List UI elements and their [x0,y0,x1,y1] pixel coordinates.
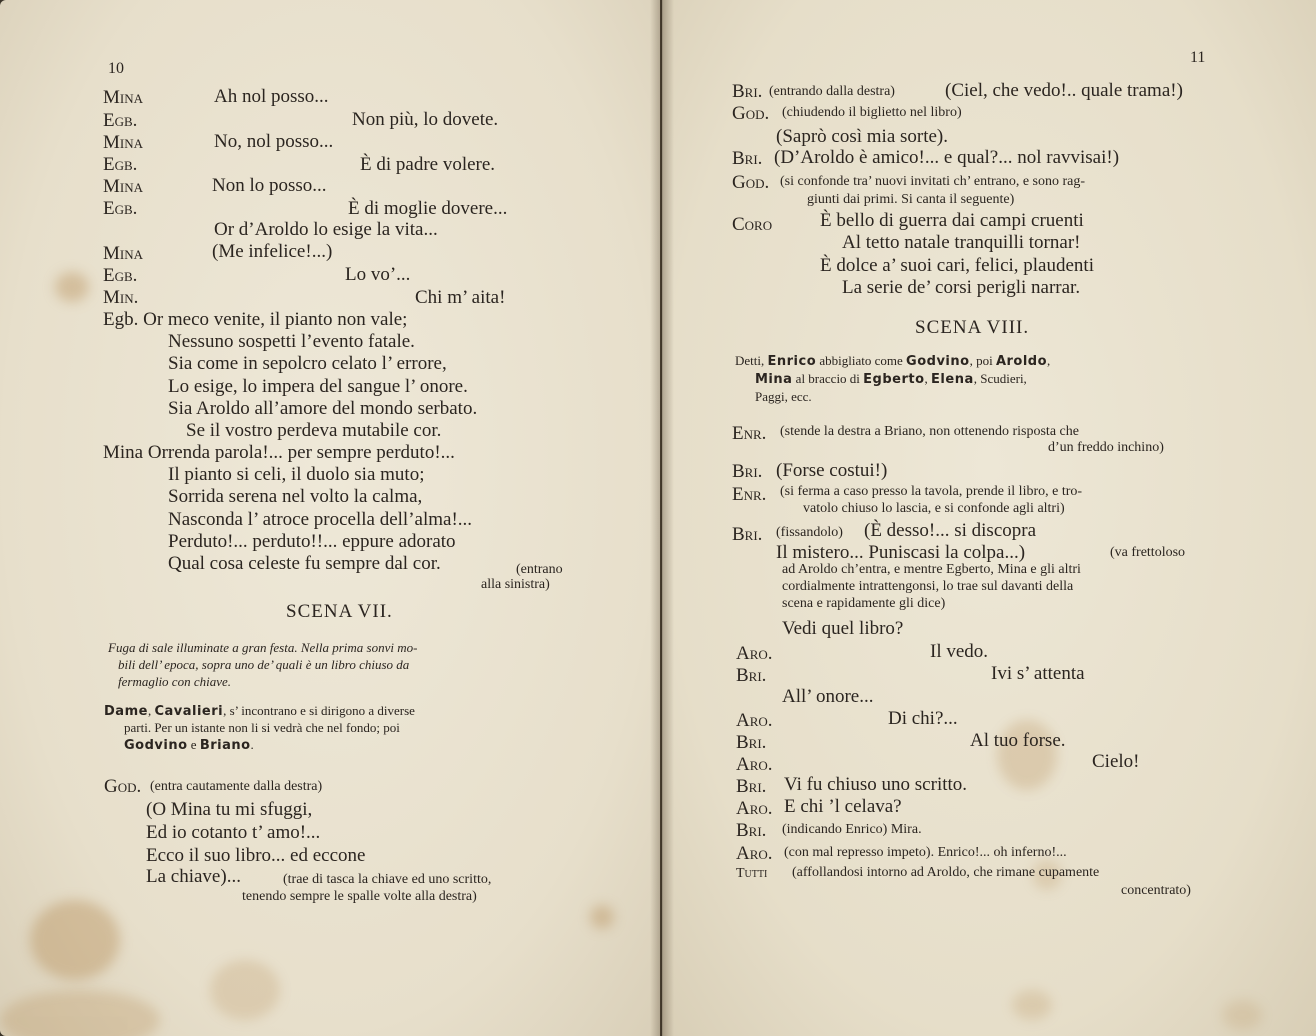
speaker: Egb. [103,265,138,286]
scene-description: bili dell’ epoca, sopra uno de’ quali è un libro chiuso da [118,657,410,672]
verse-line: (Saprò così mia sorte). [776,126,949,147]
verse-line: E chi ’l celava? [784,796,902,817]
stage-direction: alla sinistra) [481,577,550,592]
verse-line: La serie de’ corsi perigli narrar. [842,277,1081,298]
speaker: Tutti [736,866,768,881]
stage-direction: (stende la destra a Briano, non ottenendo risposta che [780,424,1079,439]
verse-line: Cielo! [1092,751,1140,772]
speaker: Bri. [736,732,767,753]
verse-line: (con mal represso impeto). Enrico!... oh inferno!... [784,845,1067,860]
stage-direction: (va frettoloso [1110,545,1186,560]
verse-line: Il vedo. [930,641,989,662]
verse-line: Ah nol posso... [214,86,329,107]
stage-direction: giunti dai primi. Si canta il seguente) [807,192,1015,207]
verse-line: (indicando Enrico) Mira. [782,822,922,837]
verse-line: Sorrida serena nel volto la calma, [168,486,423,507]
verse-line: È bello di guerra dai campi cruenti [820,210,1084,231]
verse-line: (Forse costui!) [776,460,888,481]
verse-line: Sia come in sepolcro celato l’ errore, [168,353,447,374]
cast-line: parti. Per un istante non li si vedrà che nel fondo; poi [124,720,400,735]
scene-title: SCENA VII. [286,601,393,622]
speaker: Aro. [736,643,773,664]
verse-line: Nessuno sospetti l’evento fatale. [168,331,415,352]
verse-line: No, nol posso... [214,131,334,152]
speaker: Coro [732,214,773,235]
speaker: Aro. [736,798,773,819]
cast-line: Detti, Enrico abbigliato come Godvino, poi Aroldo, [735,353,1051,369]
verse-line: (È desso!... si discopra [864,520,1037,541]
stage-direction: tenendo sempre le spalle volte alla destra) [242,889,477,904]
stage-direction: (entrano [516,562,563,577]
verse-line: Egb. Or meco venite, il pianto non vale; [103,309,408,330]
stage-direction: (affollandosi intorno ad Aroldo, che rimane cupamente [792,865,1100,880]
stage-direction: (chiudendo il biglietto nel libro) [782,105,962,120]
speaker: Bri. [732,148,763,169]
verse-line: La chiave)... [146,866,241,887]
stage-direction: concentrato) [1121,883,1191,898]
verse-line: È di moglie dovere... [348,198,508,219]
page-number: 11 [1190,49,1206,66]
stage-direction: (fissandolo) [776,525,843,540]
book-gutter [650,0,674,1036]
cast-line: Mina al braccio di Egberto, Elena, Scudieri, [755,371,1027,387]
verse-line: Nasconda l’ atroce procella dell’alma!... [168,509,473,530]
verse-line: All’ onore... [782,686,874,707]
verse-line: Or d’Aroldo lo esige la vita... [214,219,438,240]
speaker: Bri. [732,461,763,482]
stage-direction: (entra cautamente dalla destra) [150,779,323,794]
verse-line: Il pianto si celi, il duolo sia muto; [168,464,425,485]
verse-line: Al tuo forse. [970,730,1066,751]
verse-line: Ivi s’ attenta [991,663,1085,684]
speaker: Enr. [732,484,767,505]
speaker: God. [104,776,142,797]
verse-line: Qual cosa celeste fu sempre dal cor. [168,553,441,574]
verse-line: Lo vo’... [345,264,411,285]
scene-description: Fuga di sale illuminate a gran festa. Nella prima sonvi mo- [108,640,418,655]
verse-line: Vedi quel libro? [782,618,904,639]
stage-direction: (si confonde tra’ nuovi invitati ch’ entrano, e sono rag- [780,174,1086,189]
speaker: God. [732,172,770,193]
verse-line: Perduto!... perduto!!... eppure adorato [168,531,456,552]
speaker: Aro. [736,710,773,731]
speaker: Min. [103,287,139,308]
scene-title: SCENA VIII. [915,317,1030,338]
verse-line: Vi fu chiuso uno scritto. [784,774,968,795]
verse-line: (D’Aroldo è amico!... e qual?... nol ravvisai!) [774,147,1120,168]
speaker: Egb. [103,198,138,219]
page-number: 10 [108,60,124,77]
speaker: Mina [103,176,143,197]
stage-direction: cordialmente intrattengonsi, lo trae sul davanti della [782,579,1074,594]
speaker: Bri. [736,665,767,686]
verse-line: Al tetto natale tranquilli tornar! [842,232,1081,253]
verse-line: Lo esige, lo impera del sangue l’ onore. [168,376,468,397]
verse-line: Non lo posso... [212,175,327,196]
speaker: Mina [103,243,143,264]
verse-line: Non più, lo dovete. [352,109,499,130]
stage-direction: d’un freddo inchino) [1048,440,1164,455]
verse-line: (Me infelice!...) [212,241,333,262]
verse-line: Mina Orrenda parola!... per sempre perduto!... [103,442,455,463]
verse-line: Chi m’ aita! [415,287,506,308]
right-page [662,0,1316,1036]
stage-direction: (si ferma a caso presso la tavola, prende il libro, e tro- [780,484,1083,499]
speaker: Aro. [736,843,773,864]
verse-line: Se il vostro perdeva mutabile cor. [186,420,442,441]
verse-line: È di padre volere. [360,154,496,175]
verse-line: Il mistero... Puniscasi la colpa...) [776,542,1026,563]
speaker: Bri. [736,776,767,797]
verse-line: Sia Aroldo all’amore del mondo serbato. [168,398,478,419]
speaker: Mina [103,87,143,108]
verse-line: Ecco il suo libro... ed eccone [146,845,366,866]
verse-line: È dolce a’ suoi cari, felici, plaudenti [820,255,1094,276]
verse-line: (Ciel, che vedo!.. quale trama!) [945,80,1183,101]
speaker: Bri. [732,524,763,545]
speaker: Egb. [103,154,138,175]
stage-direction: (trae di tasca la chiave ed uno scritto, [283,872,492,887]
stage-direction: ad Aroldo ch’entra, e mentre Egberto, Mina e gli altri [782,562,1081,577]
cast-line: Godvino e Briano. [124,737,254,753]
speaker: Bri. [732,81,763,102]
speaker: Mina [103,132,143,153]
stage-direction: scena e rapidamente gli dice) [782,596,946,611]
stage-direction: vatolo chiuso lo lascia, e si confonde agli altri) [803,501,1065,516]
speaker: God. [732,103,770,124]
verse-line: Di chi?... [888,708,958,729]
speaker: Aro. [736,754,773,775]
scene-description: fermaglio con chiave. [118,674,231,689]
verse-line: Ed io cotanto t’ amo!... [146,822,321,843]
verse-line: (O Mina tu mi sfuggi, [146,799,313,820]
cast-line: Dame, Cavalieri, s’ incontrano e si dirigono a diverse [104,703,415,719]
speaker: Bri. [736,820,767,841]
speaker: Enr. [732,423,767,444]
speaker: Egb. [103,110,138,131]
cast-line: Paggi, ecc. [755,389,812,404]
stage-direction: (entrando dalla destra) [769,84,895,99]
